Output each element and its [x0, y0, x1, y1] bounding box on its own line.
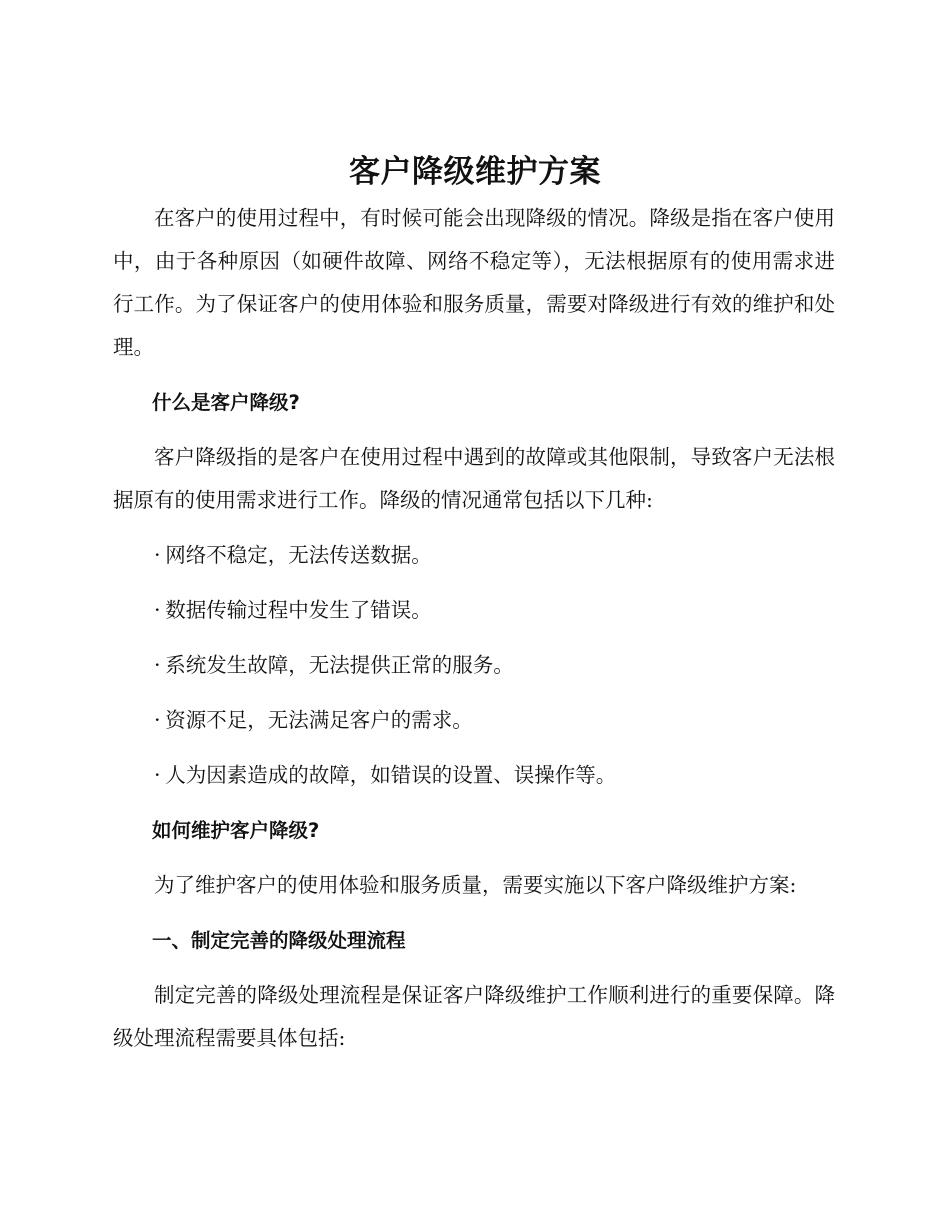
document-body: [113, 197, 835, 1072]
bullet-icon: ·: [154, 708, 161, 732]
list-item: [113, 644, 835, 687]
subsection-heading-process: 一、制定完善的降级处理流程: [152, 929, 406, 952]
document-title: 客户降级维护方案: [349, 154, 601, 190]
bullet-icon: ·: [154, 653, 161, 677]
section-heading-how-to-maintain: 如何维护客户降级?: [152, 819, 320, 842]
list-item-text: 人为因素造成的故障，如错误的设置、误操作等。: [165, 763, 617, 787]
section-heading-what-is-downgrade: 什么是客户降级?: [152, 391, 300, 414]
section-paragraph-how-to-maintain: 为了维护客户的使用体验和服务质量，需要实施以下客户降级维护方案:: [154, 873, 797, 897]
list-item-text: 网络不稳定，无法传送数据。: [165, 543, 432, 567]
list-item: [113, 754, 835, 797]
list-item: [113, 699, 835, 742]
bullet-icon: ·: [154, 598, 161, 622]
subsection-paragraph-process: 制定完善的降级处理流程是保证客户降级维护工作顺利进行的重要保障。降级处理流程需要具体包括:: [113, 983, 835, 1050]
list-item-text: 资源不足，无法满足客户的需求。: [165, 708, 473, 732]
bullet-icon: ·: [154, 543, 161, 567]
list-item-text: 系统发生故障，无法提供正常的服务。: [165, 653, 514, 677]
list-item-text: 数据传输过程中发生了错误。: [165, 598, 432, 622]
section-paragraph-what-is-downgrade: 客户降级指的是客户在使用过程中遇到的故障或其他限制，导致客户无法根据原有的使用需求进行工作。降级的情况通常包括以下几种:: [113, 445, 835, 512]
list-item: [113, 534, 835, 577]
intro-paragraph: 在客户的使用过程中，有时候可能会出现降级的情况。降级是指在客户使用中，由于各种原因（如硬件故障、网络不稳定等），无法根据原有的使用需求进行工作。为了保证客户的使用体验和服务质量，需要对降级进行有效的维护和处理。: [113, 206, 835, 359]
list-item: [113, 589, 835, 632]
bullet-icon: ·: [154, 763, 161, 787]
